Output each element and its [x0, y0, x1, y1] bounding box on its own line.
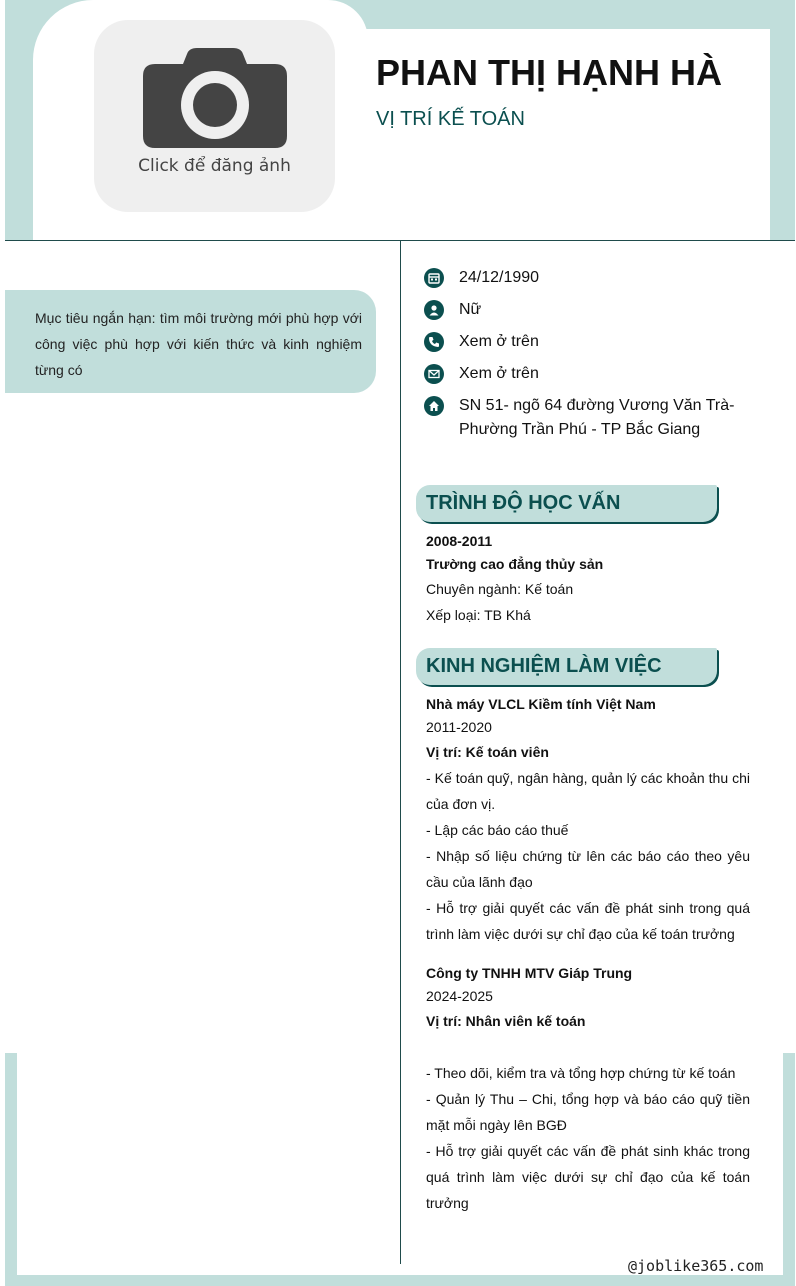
- job-duty: - Quản lý Thu – Chi, tổng hợp và báo cáo quỹ tiền mặt mỗi ngày lên BGĐ: [426, 1091, 750, 1133]
- footer-strip: [5, 1275, 795, 1286]
- user-icon: [424, 300, 444, 320]
- home-icon: [424, 396, 444, 416]
- education-section: [426, 530, 750, 628]
- education-period: 2008-2011: [426, 533, 493, 549]
- job-company: Nhà máy VLCL Kiềm tính Việt Nam: [426, 696, 656, 712]
- job-duty: - Hỗ trợ giải quyết các vấn đề phát sinh trong quá trình làm việc dưới sự chỉ đạo của kế toán trưởng: [426, 900, 750, 942]
- job-period: 2011-2020: [426, 719, 492, 735]
- calendar-icon: [424, 268, 444, 288]
- contact-email: [424, 362, 754, 386]
- career-objective: Mục tiêu ngắn hạn: tìm môi trường mới phù hợp với công việc phù hợp với kiến thức và kinh nghiệm từng có: [5, 290, 376, 393]
- education-heading: TRÌNH ĐỘ HỌC VẤN: [416, 485, 717, 522]
- job-duty: - Kế toán quỹ, ngân hàng, quản lý các khoản thu chi của đơn vị.: [426, 770, 750, 812]
- experience-job-2: [426, 962, 750, 1216]
- camera-icon: [143, 48, 287, 148]
- birthdate-text: 24/12/1990: [459, 269, 540, 286]
- address-text: SN 51- ngõ 64 đường Vương Văn Trà- Phường Trần Phú - TP Bắc Giang: [459, 397, 735, 438]
- phone-text: Xem ở trên: [459, 333, 539, 350]
- footer-decoration-left: [5, 1053, 17, 1286]
- photo-caption: Click để đăng ảnh: [138, 156, 291, 176]
- job-period: 2024-2025: [426, 988, 493, 1004]
- job-duty: - Hỗ trợ giải quyết các vấn đề phát sinh khác trong quá trình làm việc dưới sự chỉ đạo của kế toán trưởng: [426, 1143, 750, 1211]
- education-major: Chuyên ngành: Kế toán: [426, 581, 574, 597]
- job-duty: - Lập các báo cáo thuế: [426, 822, 569, 838]
- contact-address: [424, 394, 754, 442]
- contact-birthdate: [424, 266, 754, 290]
- job-duty: - Theo dõi, kiểm tra và tổng hợp chứng từ kế toán: [426, 1065, 736, 1081]
- education-school: Trường cao đẳng thủy sản: [426, 556, 604, 572]
- job-position: Vị trí: Kế toán viên: [426, 744, 549, 760]
- job-duty: - Nhập số liệu chứng từ lên các báo cáo theo yêu cầu của lãnh đạo: [426, 848, 750, 890]
- job-company: Công ty TNHH MTV Giáp Trung: [426, 965, 633, 981]
- column-divider: [400, 241, 401, 1264]
- phone-icon: [424, 332, 444, 352]
- site-watermark: @joblike365.com: [628, 1257, 764, 1275]
- footer-decoration-right: [783, 1053, 795, 1286]
- email-text: Xem ở trên: [459, 365, 539, 382]
- candidate-name: PHAN THỊ HẠNH HÀ: [376, 52, 722, 93]
- gender-text: Nữ: [459, 301, 482, 318]
- email-icon: [424, 364, 444, 384]
- contact-info: [424, 266, 754, 450]
- experience-heading: KINH NGHIỆM LÀM VIỆC: [416, 648, 717, 685]
- job-position-title: VỊ TRÍ KẾ TOÁN: [376, 108, 525, 130]
- photo-upload-box[interactable]: [94, 20, 335, 212]
- contact-phone: [424, 330, 754, 354]
- contact-gender: [424, 298, 754, 322]
- job-position: Vị trí: Nhân viên kế toán: [426, 1013, 586, 1029]
- education-grade: Xếp loại: TB Khá: [426, 607, 531, 623]
- spacer: [426, 1034, 750, 1060]
- experience-job-1: [426, 693, 750, 947]
